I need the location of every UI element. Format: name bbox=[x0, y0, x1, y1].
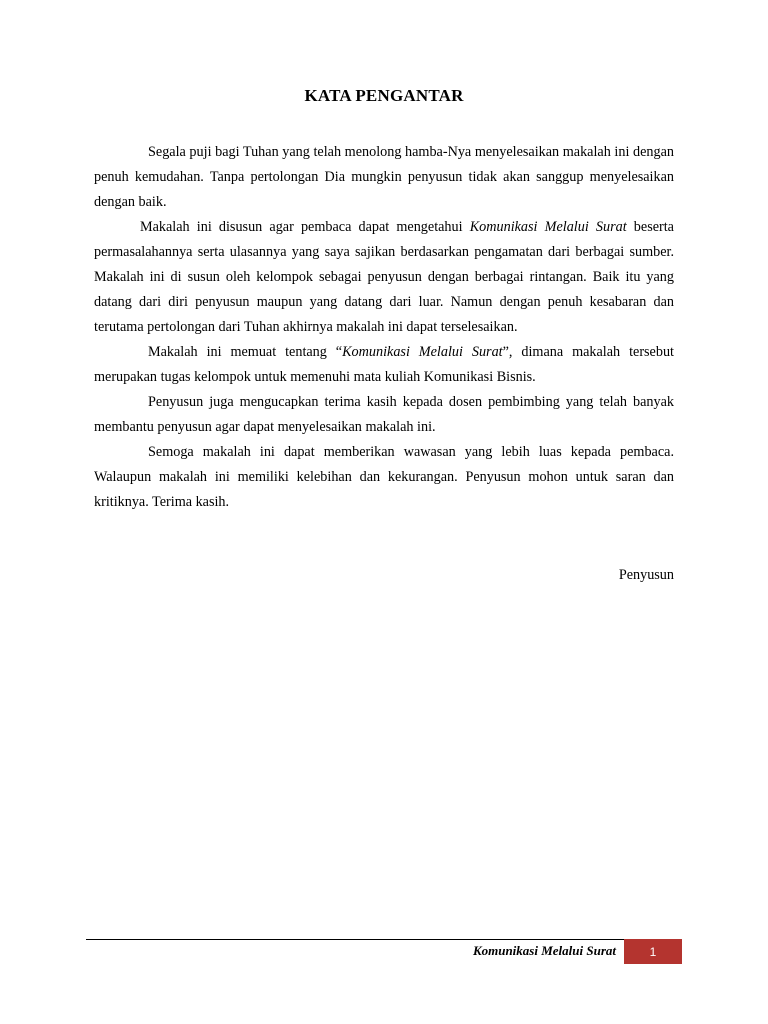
paragraph-text: Makalah ini disusun agar pembaca dapat mengetahui bbox=[140, 219, 470, 235]
emphasis-text: Komunikasi Melalui Surat bbox=[342, 344, 503, 360]
page-title: KATA PENGANTAR bbox=[304, 86, 464, 105]
paragraph-text: ”, dimana makalah tersebut merupakan tugas kelompok untuk memenuhi mata kuliah Komunikasi Bisnis. bbox=[94, 344, 674, 385]
emphasis-text: Komunikasi Melalui Surat bbox=[469, 219, 627, 235]
paragraph: Segala puji bagi Tuhan yang telah menolong hamba-Nya menyelesaikan makalah ini dengan penuh kemudahan. Tanpa pertolongan Dia mungkin penyusun tidak akan sanggup menyelesaikan dengan baik. bbox=[94, 144, 674, 210]
paragraph-text: beserta permasalahannya serta ulasannya yang saya sajikan berdasarkan pengamatan dari berbagai sumber. Makalah ini di susun oleh kelompok sebagai penyusun dengan berbagai rintangan. Baik itu yang datang dari diri penyusun maupun yang datang dari luar. Namun dengan penuh kesabaran dan terutama pertolongan dari Tuhan akhirnya makalah ini dapat terselesaikan. bbox=[94, 219, 674, 335]
paragraph-text: Makalah ini memuat tentang “ bbox=[148, 344, 343, 360]
paragraph: Penyusun juga mengucapkan terima kasih kepada dosen pembimbing yang telah banyak membantu penyusun agar dapat menyelesaikan makalah ini. bbox=[94, 394, 674, 435]
paragraph: Semoga makalah ini dapat memberikan wawasan yang lebih luas kepada pembaca. Walaupun makalah ini memiliki kelebihan dan kekurangan. Penyusun mohon untuk saran dan kritiknya. Terima kasih. bbox=[94, 444, 674, 510]
paragraph bbox=[94, 340, 674, 390]
footer-divider bbox=[86, 939, 624, 940]
page-number: 1 bbox=[624, 939, 682, 964]
paragraph bbox=[94, 215, 674, 340]
footer-title: Komunikasi Melalui Surat bbox=[472, 943, 616, 958]
signature: Penyusun bbox=[618, 567, 674, 583]
document-body bbox=[94, 140, 674, 515]
